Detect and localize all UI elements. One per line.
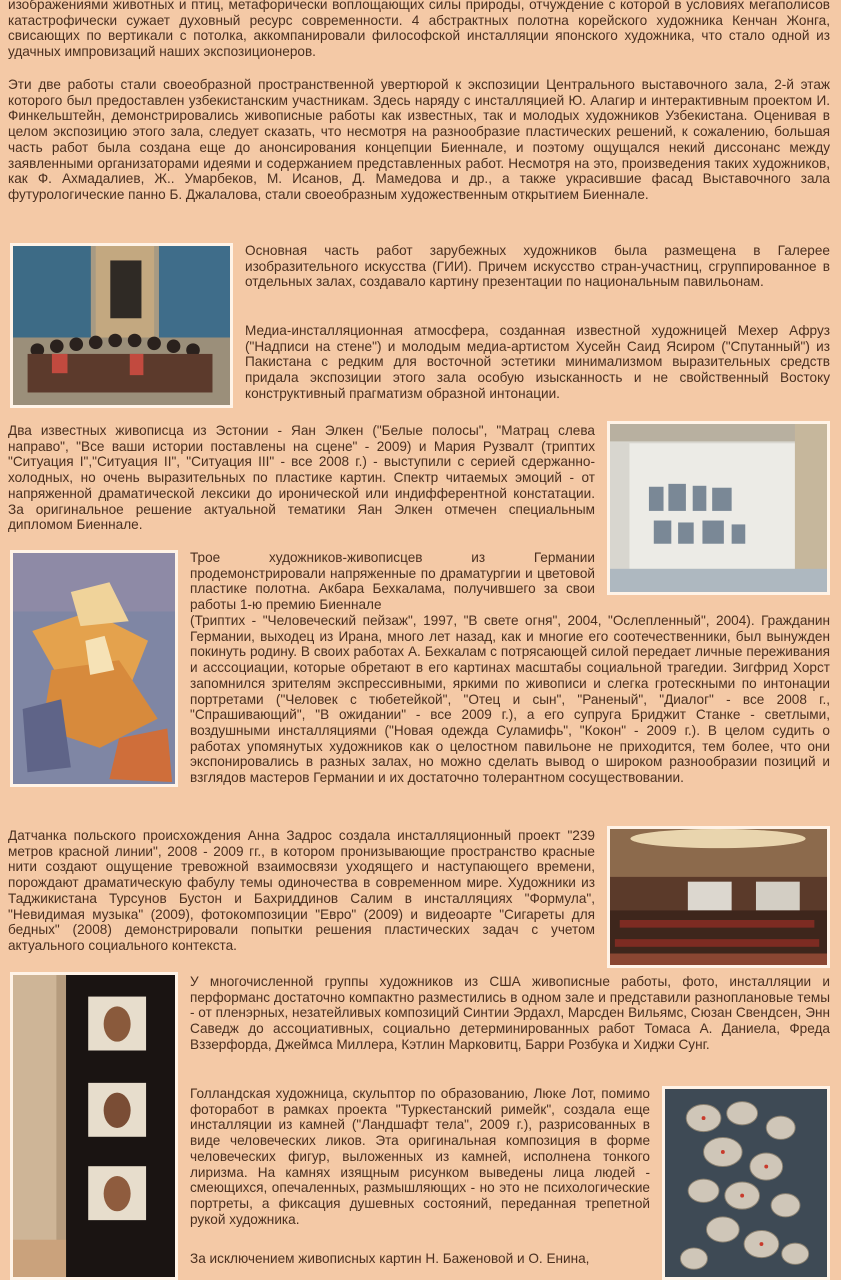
article-paragraph bbox=[8, 77, 830, 203]
article-paragraph bbox=[190, 1251, 650, 1267]
paragraph-text: Медиа-инсталляционная атмосфера, созданная известной художницей Мехер Афруз ("Надписи на стене") и молодым медиа-артистом Хусейн Саид Ясиром ("Спутанный") из Пакистана с редким для восточной эстетики минимализмом выразительных средств придала экспозиции этого зала особую изысканность и не свойственный Востоку конструктивный прагматизм образной интонации. bbox=[245, 323, 830, 401]
article-paragraph bbox=[8, 828, 595, 954]
article-paragraph bbox=[190, 1086, 650, 1227]
abstract-painting-photo bbox=[10, 550, 178, 787]
article-paragraph bbox=[190, 974, 830, 1053]
paragraph-text: Основная часть работ зарубежных художников была размещена в Галерее изобразительного искусства (ГИИ). Причем искусство стран-участниц, сгруппированное в отдельных залах, создавало картину презентации по национальным павильонам. bbox=[245, 243, 830, 290]
article-paragraph bbox=[8, 423, 595, 533]
group-photo-image bbox=[13, 246, 230, 405]
white-painting-photo bbox=[607, 421, 830, 595]
paragraph-text: За исключением живописных картин Н. Баженовой и О. Енина, bbox=[190, 1251, 590, 1266]
group-photo bbox=[10, 243, 233, 408]
article-paragraph bbox=[190, 550, 595, 613]
paragraph-text: Эти две работы стали своеобразной пространственной увертюрой к экспозиции Центрального выставочного зала, 2-й этаж которого был предоставлен узбекистанским участникам. Здесь наряду с инсталляцией Ю. Алагир и интерактивным проектом И. Финкельштейн, демонстрировались живописные работы как известных, так и молодых художников Узбекистана. Оценивая в целом экспозицию этого зала, следует сказать, что несмотря на разнообразие пластических решений, к сожалению, большая часть работ была создана еще до анонсирования концепции Биеннале, и поэтому ощущался некий диссонанс между заявленными организаторами идеями и содержанием представленных работ. Несмотря на это, произведения таких художников, как Ф. Ахмадалиев, Ж.. Умарбеков, М. Исанов, Д. Мамедова и др., а также украсившие фасад Выставочного зала футурологические панно Б. Джалалова, стали своеобразным художественным открытием Биеннале. bbox=[8, 77, 830, 202]
article-paragraph bbox=[245, 323, 830, 402]
pillow-portraits-photo bbox=[10, 972, 178, 1280]
conference-hall-photo bbox=[607, 826, 830, 968]
white-painting-image bbox=[610, 424, 827, 592]
conference-hall-image bbox=[610, 829, 827, 965]
article-paragraph bbox=[190, 613, 830, 786]
article-paragraph bbox=[245, 243, 830, 290]
painted-stones-image bbox=[665, 1089, 827, 1277]
abstract-painting-image bbox=[13, 553, 175, 784]
paragraph-text: Голландская художница, скульптор по образованию, Люке Лот, помимо фоторабот в рамках проекта "Туркестанский римейк", создала еще инсталляции из камней ("Ландшафт тела", 2009 г.), разрисованных в виде человеческих ликов. Эта оригинальная композиция в форме человеческих фигур, выложенных из камней, исполнена тонкого лиризма. На камнях изящным рисунком выведены лица людей - смеющихся, опечаленных, размышляющих - но это не психологические портреты, а фиксация душевных состояний, переданная трепетной рукой художника. bbox=[190, 1086, 650, 1227]
paragraph-text: Два известных живописца из Эстонии - Яан Элкен ("Белые полосы", "Матрац слева направо", "Все ваши истории поставлены на сцене" - 2009) и Мария Рузвалт (триптих "Ситуация I","Ситуация II", "Ситуация III" - все 2008 г.) - выступили с серией сдержанно-холодных, но очень выразительных по пластике картин. Спектр читаемых эмоций - от напряженной драматической лексики до иронической или индифферентной констатации. За оригинальное решение актуальной тематики Яан Элкен отмечен специальным дипломом Биеннале. bbox=[8, 423, 595, 533]
paragraph-text: У многочисленной группы художников из США живописные работы, фото, инсталляции и перформанс достаточно компактно разместились в одном зале и представили разноплановые темы - от пленэрных, незатейливых композиций Синтии Эрдахл, Марсден Вильямс, Сюзан Свендсен, Энн Саведж до ассоциативных, социально детерминированных работ Томаса А. Даниела, Фреда Вззерфорда, Джеймса Миллера, Кэтлин Марковитц, Барри Розбука и Хиджи Сунг. bbox=[190, 974, 830, 1052]
pillow-portraits-image bbox=[13, 975, 175, 1277]
paragraph-text: Трое художников-живописцев из Германии продемонстрировали напряженные по драматургии и цветовой пластике полотна. Акбара Бехкалама, получившего за свои работы 1-ю премию Биеннале bbox=[190, 550, 595, 613]
paragraph-text: изображениями животных и птиц, метафорически воплощающих силы природы, отчуждение с которой в условиях мегаполисов катастрофически сужает духовный ресурс современности. 4 абстрактных полотна корейского художника Кенчан Жонга, свисающих по вертикали с потолка, аккомпанировали философской инсталляции японского художника, что стало одной из удачных импровизаций наших экспозиционеров. bbox=[8, 0, 830, 60]
article-paragraph bbox=[8, 0, 830, 60]
paragraph-text: (Триптих - "Человеческий пейзаж", 1997, "В свете огня", 2004, "Ослепленный", 2004). Гражданин Германии, выходец из Ирана, много лет назад, как и многие его соотечественники, был вынужден покинуть родину. В своих работах А. Бехкалам с потрясающей силой передает личные переживания и асссоциации, которые обретают в его картинах масштабы социальной трагедии. Зигфрид Хорст запомнился зрителям экспрессивными, яркими по живописи и слегка гротескными по интонации портретами ("Человек с тюбетейкой", "Отец и сын", "Раненый", "Диалог" - все 2008 г., "Спрашивающий", "В ожидании" - все 2009 г.), а его супруга Бриджит Станке - светлыми, воздушными инсталляциями ("Новая одежда Суламифь", "Кокон" - 2009 г.). В целом судить о работах упомянутых художников как о целостном павильоне не приходится, тем более, что они экспонировались в разных залах, но можно сделать вывод о широком разнообразии позиций и взглядов мастеров Германии и их достаточно толерантном сосуществовании. bbox=[190, 613, 830, 786]
painted-stones-photo bbox=[662, 1086, 830, 1280]
paragraph-text: Датчанка польского происхождения Анна Задрос создала инсталляционный проект "239 метров красной линии", 2008 - 2009 гг., в котором пронизывающие пространство красные нити создают ощущение тревожной взаимосвязи уходящего и наступающего времени, порождают драматическую фабулу темы одиночества в современном мире. Художники из Таджикистана Турсунов Бустон и Бахриддинов Салим в инсталляциях "Формула", "Невидимая музыка" (2009), фотокомпозиции "Евро" (2009) и видеоарте "Сигареты для бедных" (2008) демонстрировали попытки решения пластических задач с учетом актуального социального контекста. bbox=[8, 828, 595, 953]
